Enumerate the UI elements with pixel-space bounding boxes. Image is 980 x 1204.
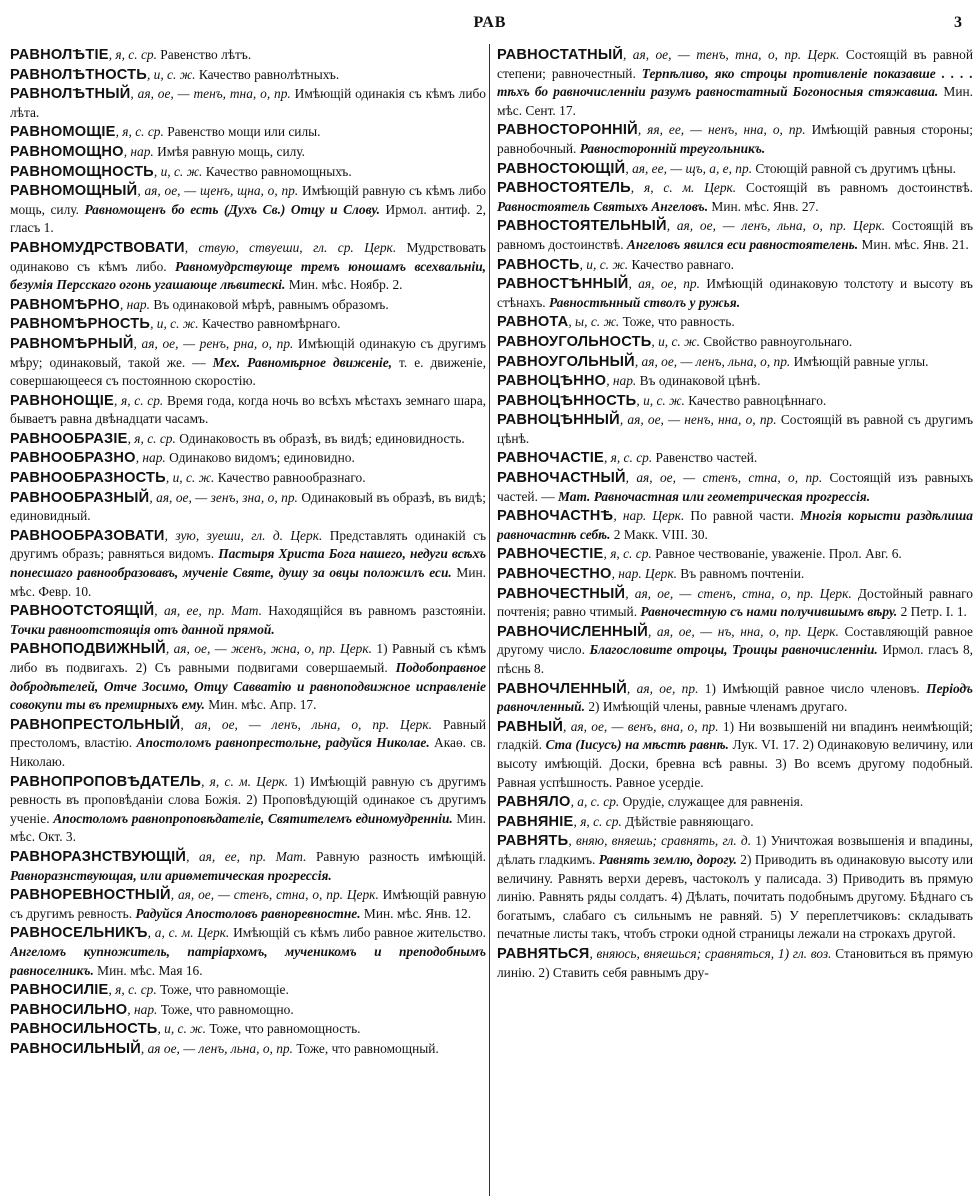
entry-grammar: , ая, ое, пр.: [628, 276, 700, 292]
entry-grammar: , ая, ое, — зенъ, зна, о, пр.: [149, 489, 298, 505]
entry-definition: Одинаковый въ образѣ, въ видѣ; единовидный.: [10, 489, 486, 524]
entry-grammar: , ая, ое, — ренъ, рна, о, пр.: [133, 335, 294, 351]
entry-grammar: , и, с. ж.: [165, 470, 215, 486]
entry-headword: РАВНОЧИСЛЕННЫЙ: [497, 623, 648, 640]
dictionary-entry: [497, 353, 973, 372]
entry-definition: Тоже, что равномощно.: [157, 1001, 294, 1017]
entry-grammar: , я, с. ср.: [115, 124, 164, 140]
entry-example: Мат. Равночастная или геометрическая прогрессія.: [558, 488, 871, 504]
entry-definition: Состоящій въ равной степени; равночестный.: [497, 47, 973, 81]
entry-headword: РАВНОРЕВНОСТНЫЙ: [10, 887, 171, 904]
entry-example: Періодъ равночленный.: [497, 680, 973, 715]
entry-grammar: , ая ое, — ленъ, льна, о, пр.: [140, 1040, 293, 1056]
dictionary-entry: [10, 315, 486, 334]
dictionary-entry: [497, 507, 973, 544]
entry-example: Равномощенъ бо есть (Духъ Св.) Отцу и Слову.: [84, 201, 380, 217]
entry-definition: Становиться въ прямую линію. 2) Ставить себя равнымъ дру-: [497, 945, 973, 980]
dictionary-entry: [10, 392, 486, 429]
entry-source: Мин. мѣс. Янв. 21.: [858, 236, 969, 252]
entry-headword: РАВНОМОЩНЫЙ: [10, 183, 138, 200]
page-header-title: РАВ: [473, 14, 507, 31]
entry-definition: 1) Имѣющій равную съ другимъ ревность въ проповѣданіи слова Божія. 2) Проповѣдующій одинакое съ другимъ ученіе.: [10, 773, 486, 826]
entry-definition: Равенство мощи или силы.: [163, 124, 321, 140]
entry-definition: По равной части.: [684, 508, 801, 524]
entry-example: Апостоломъ равнопроповѣдателіе, Святителемъ единомудренніи.: [53, 810, 453, 826]
dictionary-entry: [10, 143, 486, 162]
entry-definition: Имѣющій одинаковую толстоту и высоту въ стѣнахъ.: [497, 276, 973, 310]
dictionary-entry: [10, 85, 486, 122]
entry-source: т. е. движеніе, совершающееся съ постоянною скоростію.: [10, 354, 486, 389]
entry-example: Апостоломъ равнопрестольне, радуйся Николае.: [136, 735, 430, 751]
entry-headword: РАВНОМУДРСТВОВАТИ: [10, 239, 185, 256]
entry-source: Мин. мѣс. Сент. 17.: [497, 84, 973, 118]
entry-headword: РАВНОУГОЛЬНОСТЬ: [497, 333, 652, 350]
entry-example: Мех. Равномѣрное движеніе,: [212, 354, 393, 370]
entry-grammar: , нар.: [119, 296, 150, 312]
entry-definition: Имѣющій равную съ другимъ ревность.: [10, 887, 486, 921]
entry-definition: 1) Уничтожая возвышенія и впадины, дѣлать гладкимъ.: [497, 833, 973, 867]
entry-example: Равнять землю, дорогу.: [598, 851, 737, 867]
page-number: 3: [954, 14, 962, 31]
entry-headword: РАВНОСИЛЬНО: [10, 1001, 128, 1018]
entry-source: 2 Макк. VIII. 30.: [610, 526, 708, 542]
entry-definition: Въ одинаковой мѣрѣ, равнымъ образомъ.: [149, 296, 389, 312]
entry-source: Ирмол. гласъ 8, пѣснь 8.: [497, 642, 973, 676]
entry-example: Ангеломъ купножитель, патріархомъ, мученикомъ и преподобнымъ равноселникъ.: [10, 943, 486, 978]
dictionary-entry: [10, 773, 486, 847]
entry-definition: 1) Равный съ кѣмъ либо въ подвигахъ. 2) Съ равными подвигами совершаемый.: [10, 641, 486, 675]
dictionary-entry: [10, 640, 486, 714]
dictionary-entry: [10, 296, 486, 315]
dictionary-entry: [497, 392, 973, 411]
entry-definition: Состоящій въ равной съ другимъ цѣнѣ.: [497, 412, 973, 446]
entry-grammar: , я, с. м. Церк.: [201, 773, 289, 789]
dictionary-entry: [497, 160, 973, 179]
entry-definition: Тоже, что равномощность.: [205, 1021, 361, 1037]
entry-headword: РАВНОЧЕСТНО: [497, 566, 612, 583]
entry-definition: Качество равнаго.: [628, 256, 735, 272]
entry-definition: Качество равнолѣтныхъ.: [195, 66, 340, 82]
entry-example: Равночестную съ нами получившымъ вѣру.: [640, 604, 898, 620]
entry-definition: Тоже, что равномощіе.: [156, 982, 289, 998]
entry-grammar: , я, с. ср.: [113, 392, 164, 408]
entry-definition: Состоящій въ равномъ достоинствѣ.: [736, 180, 973, 196]
entry-definition: Имѣющій одинакія съ кѣмъ либо лѣта.: [10, 86, 486, 120]
dictionary-entry: [10, 123, 486, 142]
entry-grammar: , ая, ое, — ненъ, нна, о, пр.: [619, 412, 777, 428]
entry-headword: РАВНОЧАСТНѢ: [497, 508, 614, 525]
entry-example: Пастыря Христа Бога нашего, недуги всѣхъ понесшаго равнообразовавъ, мученіе Святе, душу за овцы положилъ еси.: [10, 546, 486, 581]
entry-headword: РАВНОСЕЛЬНИКЪ: [10, 925, 148, 942]
entry-headword: РАВНОЛѢТНОСТЬ: [10, 66, 147, 83]
entry-headword: РАВНОЛѢТНЫЙ: [10, 86, 131, 103]
entry-headword: РАВНЯТЬ: [497, 833, 569, 850]
entry-grammar: , и, с. ж.: [651, 333, 700, 349]
dictionary-entry: [10, 46, 486, 65]
dictionary-entry: [497, 411, 973, 448]
dictionary-entry: [10, 239, 486, 295]
entry-definition: Свойство равноугольнаго.: [699, 333, 853, 349]
entry-grammar: , нар.: [127, 1001, 158, 1017]
entry-grammar: , нар.: [135, 450, 166, 466]
entry-definition: Орудіе, служащее для равненія.: [619, 794, 804, 810]
entry-example: Равноразнствующая, или ариѳметическая прогрессія.: [10, 867, 332, 883]
entry-example: Благословите отроцы, Троицы равночисленніи.: [589, 642, 878, 658]
entry-grammar: , и, с. ж.: [146, 66, 196, 82]
entry-headword: РАВНООБРАЗІЕ: [10, 430, 128, 447]
dictionary-entry: [10, 886, 486, 923]
dictionary-entry: [10, 924, 486, 980]
dictionary-entry: [497, 46, 973, 120]
entry-grammar: , а, с. м. Церк.: [147, 925, 230, 941]
dictionary-entry: [10, 469, 486, 488]
entry-definition: Равенство лѣтъ.: [156, 47, 252, 62]
entry-definition: Качество равномощныхъ.: [202, 163, 352, 179]
entry-source: Мин. мѣс. Окт. 3.: [10, 810, 486, 845]
dictionary-entry: [497, 121, 973, 158]
entry-headword: РАВНОСТАТНЫЙ: [497, 47, 624, 63]
entry-definition: Имѣющій равную съ кѣмъ либо мощь, силу.: [10, 183, 486, 217]
entry-headword: РАВНОПРЕСТОЛЬНЫЙ: [10, 716, 181, 733]
entry-headword: РАВНОЧЕСТІЕ: [497, 546, 604, 563]
entry-grammar: , ая, ое, пр.: [626, 680, 699, 696]
dictionary-entry: [497, 793, 973, 812]
entry-grammar: , и, с. ж.: [150, 316, 199, 332]
dictionary-entry: [10, 527, 486, 601]
entry-definition: Качество равноцѣннаго.: [684, 392, 827, 408]
dictionary-entry: [10, 335, 486, 391]
entry-source: Мин. мѣс. Ноябр. 2.: [285, 277, 403, 293]
entry-headword: РАВНОМѢРНЫЙ: [10, 335, 134, 352]
dictionary-entry: [497, 275, 973, 312]
dictionary-entry: [497, 813, 973, 832]
entry-grammar: , ая, ое, — стенъ, стна, о, пр. Церк.: [170, 887, 379, 903]
entry-headword: РАВНОСИЛІЕ: [10, 982, 109, 999]
entry-grammar: , ая, ое, — стенъ, стна, о, пр. Церк.: [625, 585, 852, 601]
entry-example: Равностоятель Святыхъ Ангеловъ.: [497, 198, 709, 214]
entry-definition: Состоящій изъ равныхъ частей. —: [497, 470, 973, 504]
entry-grammar: , ая, ое, — ленъ, льна, о, пр. Церк.: [180, 716, 432, 732]
running-head: [0, 14, 980, 40]
entry-headword: РАВНОПОДВИЖНЫЙ: [10, 641, 166, 658]
entry-definition: 1) Имѣющій равное число членовъ.: [698, 680, 927, 696]
entry-headword: РАВНОУГОЛЬНЫЙ: [497, 353, 635, 370]
entry-definition: Состоящій въ равномъ достоинствѣ.: [497, 218, 973, 252]
entry-headword: РАВНОСТѢННЫЙ: [497, 276, 629, 293]
entry-grammar: , ая, ое, — женъ, жна, о, пр. Церк.: [165, 641, 372, 657]
entry-definition: Стоющій равной съ другимъ цѣны.: [752, 160, 956, 176]
entry-headword: РАВНОСТОЮЩІЙ: [497, 160, 626, 177]
entry-headword: РАВНООБРАЗНЫЙ: [10, 489, 150, 506]
entry-headword: РАВНОСИЛЬНОСТЬ: [10, 1021, 158, 1038]
entry-grammar: , ая, ое, — ленъ, льна, о, пр. Церк.: [666, 218, 886, 234]
entry-grammar: , ая, ое, — стенъ, стна, о, пр.: [625, 470, 823, 486]
entry-headword: РАВНОСТОРОННІЙ: [497, 122, 638, 139]
entry-grammar: , ая, ое, — тенъ, тна, о, пр.: [130, 86, 291, 102]
entry-definition: Представлять одинакій съ другимъ образъ; равняться видомъ.: [10, 527, 486, 562]
entry-grammar: , я, с. ср.: [127, 430, 176, 446]
dictionary-entry: [497, 449, 973, 468]
dictionary-entry: [497, 832, 973, 944]
entry-definition: Одинаковость въ образѣ, въ видѣ; единовидность.: [175, 430, 465, 446]
entry-example: Равномудрствующе тремъ юношамъ всехвальніи, безумія Персскаго огонь угашающе лѣвитескі.: [10, 258, 486, 293]
entry-headword: РАВНОЦѢННО: [497, 373, 607, 390]
dictionary-entry: [10, 1040, 486, 1059]
dictionary-entry: [497, 469, 973, 506]
entry-headword: РАВНОЦѢННЫЙ: [497, 412, 620, 429]
entry-grammar: , и, с. ж.: [153, 163, 203, 179]
dictionary-entry: [497, 945, 973, 982]
entry-headword: РАВНОСИЛЬНЫЙ: [10, 1040, 141, 1057]
dictionary-entry: [497, 680, 973, 717]
dictionary-entry: [497, 718, 973, 792]
entry-example: Ангеловъ явился еси равностоятелень.: [626, 236, 859, 252]
dictionary-entry: [10, 1001, 486, 1020]
entry-definition: Качество равномѣрнаго.: [198, 316, 341, 332]
dictionary-entry: [497, 372, 973, 391]
entry-definition: Тоже, что равномощный.: [292, 1040, 439, 1056]
entry-headword: РАВНОСТОЯТЕЛЬНЫЙ: [497, 218, 667, 235]
entry-grammar: , ая, ое, — щенъ, щна, о, пр.: [137, 183, 299, 199]
entry-example: Точки равноотстоящія отъ данной прямой.: [10, 621, 275, 637]
entry-headword: РАВНЫЙ: [497, 718, 564, 735]
entry-definition: Въ равномъ почтеніи.: [676, 566, 805, 582]
entry-example: Ста (Іисусъ) на мѣстѣ равнѣ.: [545, 737, 729, 753]
entry-definition: Въ одинаковой цѣнѣ.: [636, 373, 761, 389]
entry-definition: Достойный равнаго почтенія; равно чтимый.: [497, 585, 973, 620]
entry-headword: РАВНОМѢРНО: [10, 296, 120, 313]
entry-source: Мин. мѣс. Янв. 27.: [708, 198, 819, 214]
entry-grammar: , и, с. ж.: [157, 1021, 206, 1037]
entry-definition: Дѣйствіе равняющаго.: [621, 813, 754, 829]
entry-grammar: , нар.: [606, 373, 637, 389]
entry-source: Мин. мѣс. Февр. 10.: [10, 565, 486, 599]
dictionary-entry: [10, 163, 486, 182]
entry-grammar: , и, с. ж.: [579, 256, 629, 272]
entry-definition: Мудрствовать одинаково съ кѣмъ либо.: [10, 239, 486, 274]
entry-definition: Время года, когда ночь во всѣхъ мѣстахъ земнаго шара, бываетъ равна двѣнадцати часамъ.: [10, 392, 486, 427]
entry-definition: Равную разность имѣющій.: [306, 848, 486, 864]
entry-grammar: , я, с. ср.: [108, 982, 157, 998]
entry-grammar: , ы, с. ж.: [568, 314, 620, 330]
dictionary-entry: [10, 182, 486, 238]
entry-grammar: , я, с. ср.: [573, 813, 622, 829]
entry-grammar: , вняюсь, вняешься; сравняться, 1) гл. воз.: [589, 945, 832, 961]
entry-headword: РАВНОПРОПОВѢДАТЕЛЬ: [10, 773, 202, 790]
entry-definition: Имѣющій равные углы.: [790, 353, 929, 369]
dictionary-entry: [10, 602, 486, 639]
dictionary-entry: [10, 981, 486, 1000]
entry-grammar: , нар.: [123, 143, 154, 159]
entry-grammar: , ствую, ствуеши, гл. ср. Церк.: [184, 239, 397, 255]
entry-headword: РАВНОМОЩНОСТЬ: [10, 163, 154, 180]
entry-example: Равносторонній треугольникъ.: [579, 140, 766, 156]
dictionary-entry: [497, 217, 973, 254]
dictionary-entry: [497, 545, 973, 564]
entry-headword: РАВНЯНІЕ: [497, 813, 574, 830]
entry-definition: Равное чествованіе, уваженіе. Прол. Авг. 6.: [651, 546, 902, 562]
entry-headword: РАВНООБРАЗНОСТЬ: [10, 470, 166, 487]
dictionary-entry: [10, 848, 486, 885]
entry-headword: РАВНОЧЛЕННЫЙ: [497, 680, 627, 697]
entry-headword: РАВНЯЛО: [497, 794, 571, 811]
entry-headword: РАВНОЧЕСТНЫЙ: [497, 585, 626, 602]
entry-headword: РАВНОЧАСТІЕ: [497, 450, 604, 467]
entry-grammar: , зую, зуеши, гл. д. Церк.: [164, 527, 323, 543]
entry-source: Мин. мѣс. Мая 16.: [93, 962, 203, 978]
dictionary-entry: [10, 430, 486, 449]
dictionary-entry: [497, 256, 973, 275]
entry-headword: РАВНОСТОЯТЕЛЬ: [497, 180, 631, 197]
entry-source: Ирмол. антиф. 2, гласъ 1.: [10, 201, 486, 236]
entry-definition: 1) Ни возвышеній ни впадинъ неимѣющій; гладкій.: [497, 718, 973, 753]
entry-grammar: , ая, ое, — венъ, вна, о, пр.: [563, 718, 719, 734]
entry-grammar: , ая, ее, пр. Мат.: [186, 848, 307, 864]
entry-grammar: , ая, ое, — нъ, нна, о, пр. Церк.: [647, 623, 839, 639]
entry-grammar: , я, с. м. Церк.: [630, 180, 737, 196]
dictionary-entry: [10, 489, 486, 526]
entry-headword: РАВНОНОЩІЕ: [10, 392, 114, 409]
entry-example: Терпѣливо, яко строцы противленіе показавше . . . . тѣхъ бо равночисленніи разумъ равностатный Богоносныя стяжавша.: [497, 65, 973, 100]
entry-example: Многія корысти раздѣлиша равночастнѣ себѣ.: [497, 508, 973, 542]
entry-definition: Равенство частей.: [652, 450, 758, 466]
entry-headword: РАВНЯТЬСЯ: [497, 945, 590, 962]
dictionary-entry: [10, 449, 486, 468]
dictionary-entry: [497, 313, 973, 332]
entry-grammar: , ая, ее, пр. Мат.: [154, 603, 262, 619]
entry-definition: Качество равнообразнаго.: [214, 470, 366, 486]
entry-definition: Равный престоломъ, властію.: [10, 716, 486, 751]
column-divider: [489, 44, 490, 1196]
left-column: [10, 46, 486, 1196]
entry-grammar: , ая, ое, — тенъ, тна, о, пр. Церк.: [623, 47, 840, 62]
entry-source: 2) Приводить въ одинаковую высоту или величину. Равнять верхи деревъ, частоколъ у палисада. 3) Приводить въ прямую линію. Равнять ряды солдатъ. 4) Дѣлать, почитать подобнымъ другому. Бѣднаго съ богатымъ, слабаго съ сильнымъ не равняй. 5) У переплетчиковъ: складывать печатные листы такъ, чтобъ строки одной страницы лежали на строкахъ другой.: [497, 851, 973, 942]
entry-example: Равностѣнный стволъ у ружья.: [548, 294, 741, 310]
dictionary-entry: [497, 585, 973, 622]
entry-definition: Имѣя равную мощь, силу.: [153, 143, 306, 159]
entry-grammar: , и, с. ж.: [636, 392, 685, 408]
entry-headword: РАВНОЛѢТІЕ: [10, 47, 109, 63]
entry-example: Подобоправное добродѣтелей, Отче Зосимо, Отцу Савватію и равноподвижное исправленіе совокупи ты въ премирныхъ ему.: [10, 660, 486, 713]
entry-definition: Тоже, что равность.: [619, 314, 735, 330]
dictionary-entry: [10, 1020, 486, 1039]
entry-grammar: , ая, ее, — щъ, а, е, пр.: [625, 160, 753, 176]
entry-headword: РАВНОЦѢННОСТЬ: [497, 392, 637, 409]
entry-headword: РАВНОСТЬ: [497, 256, 580, 273]
dictionary-entry: [497, 623, 973, 679]
entry-example: Радуйся Апостоловъ равноревностне.: [135, 905, 361, 921]
entry-headword: РАВНООТСТОЯЩІЙ: [10, 603, 155, 620]
dictionary-entry: [497, 179, 973, 216]
entry-source: 2 Петр. I. 1.: [897, 604, 967, 620]
dictionary-entry: [10, 716, 486, 772]
entry-headword: РАВНОТА: [497, 314, 569, 331]
entry-source: Лук. VI. 17. 2) Одинаковую величину, или высоту имѣющій. Доски, бревна всѣ равны. 3) Во всемъ другому подобный. Равная успѣшность. Равное усердіе.: [497, 737, 973, 790]
entry-grammar: , а, с. ср.: [570, 794, 620, 810]
entry-headword: РАВНОЧАСТНЫЙ: [497, 470, 626, 487]
entry-grammar: , я, с. ср.: [603, 546, 652, 562]
entry-headword: РАВНОМѢРНОСТЬ: [10, 316, 151, 333]
entry-source: Акаѳ. св. Николаю.: [10, 735, 486, 769]
entry-definition: Имѣющій равныя стороны; равнобочный.: [497, 122, 973, 156]
entry-definition: Имѣющій одинакую съ другимъ мѣру; одинаковый, такой же. —: [10, 335, 486, 370]
entry-grammar: , яя, ее, — ненъ, нна, о, пр.: [637, 122, 806, 138]
dictionary-entry: [10, 66, 486, 85]
entry-headword: РАВНОМОЩНО: [10, 143, 124, 160]
entry-grammar: , я, с. ср.: [603, 450, 653, 466]
entry-definition: Одинаково видомъ; единовидно.: [165, 450, 355, 466]
entry-grammar: , я, с. ср.: [108, 47, 157, 62]
entry-headword: РАВНООБРАЗОВАТИ: [10, 527, 165, 544]
entry-headword: РАВНОРАЗНСТВУЮЩІЙ: [10, 848, 187, 865]
entry-definition: Составляющій равное другому число.: [497, 623, 973, 658]
entry-grammar: , нар. Церк.: [613, 508, 685, 524]
entry-grammar: , вняю, вняешь; сравнять, гл. д.: [568, 833, 752, 849]
dictionary-entry: [497, 565, 973, 584]
entry-definition: Имѣющій съ кѣмъ либо равное жительство.: [229, 925, 486, 941]
entry-headword: РАВНООБРАЗНО: [10, 450, 136, 467]
right-column: [497, 46, 973, 1196]
entry-source: Мин. мѣс. Апр. 17.: [204, 697, 317, 713]
entry-grammar: , ая, ое, — ленъ, льна, о, пр.: [634, 353, 791, 369]
entry-definition: Находящійся въ равномъ разстояніи.: [261, 603, 486, 619]
dictionary-entry: [497, 333, 973, 352]
entry-source: 2) Имѣющій члены, равные членамъ другаго.: [584, 699, 848, 715]
entry-headword: РАВНОМОЩІЕ: [10, 124, 116, 141]
entry-source: Мин. мѣс. Янв. 12.: [360, 905, 472, 921]
entry-grammar: , нар. Церк.: [611, 566, 677, 582]
